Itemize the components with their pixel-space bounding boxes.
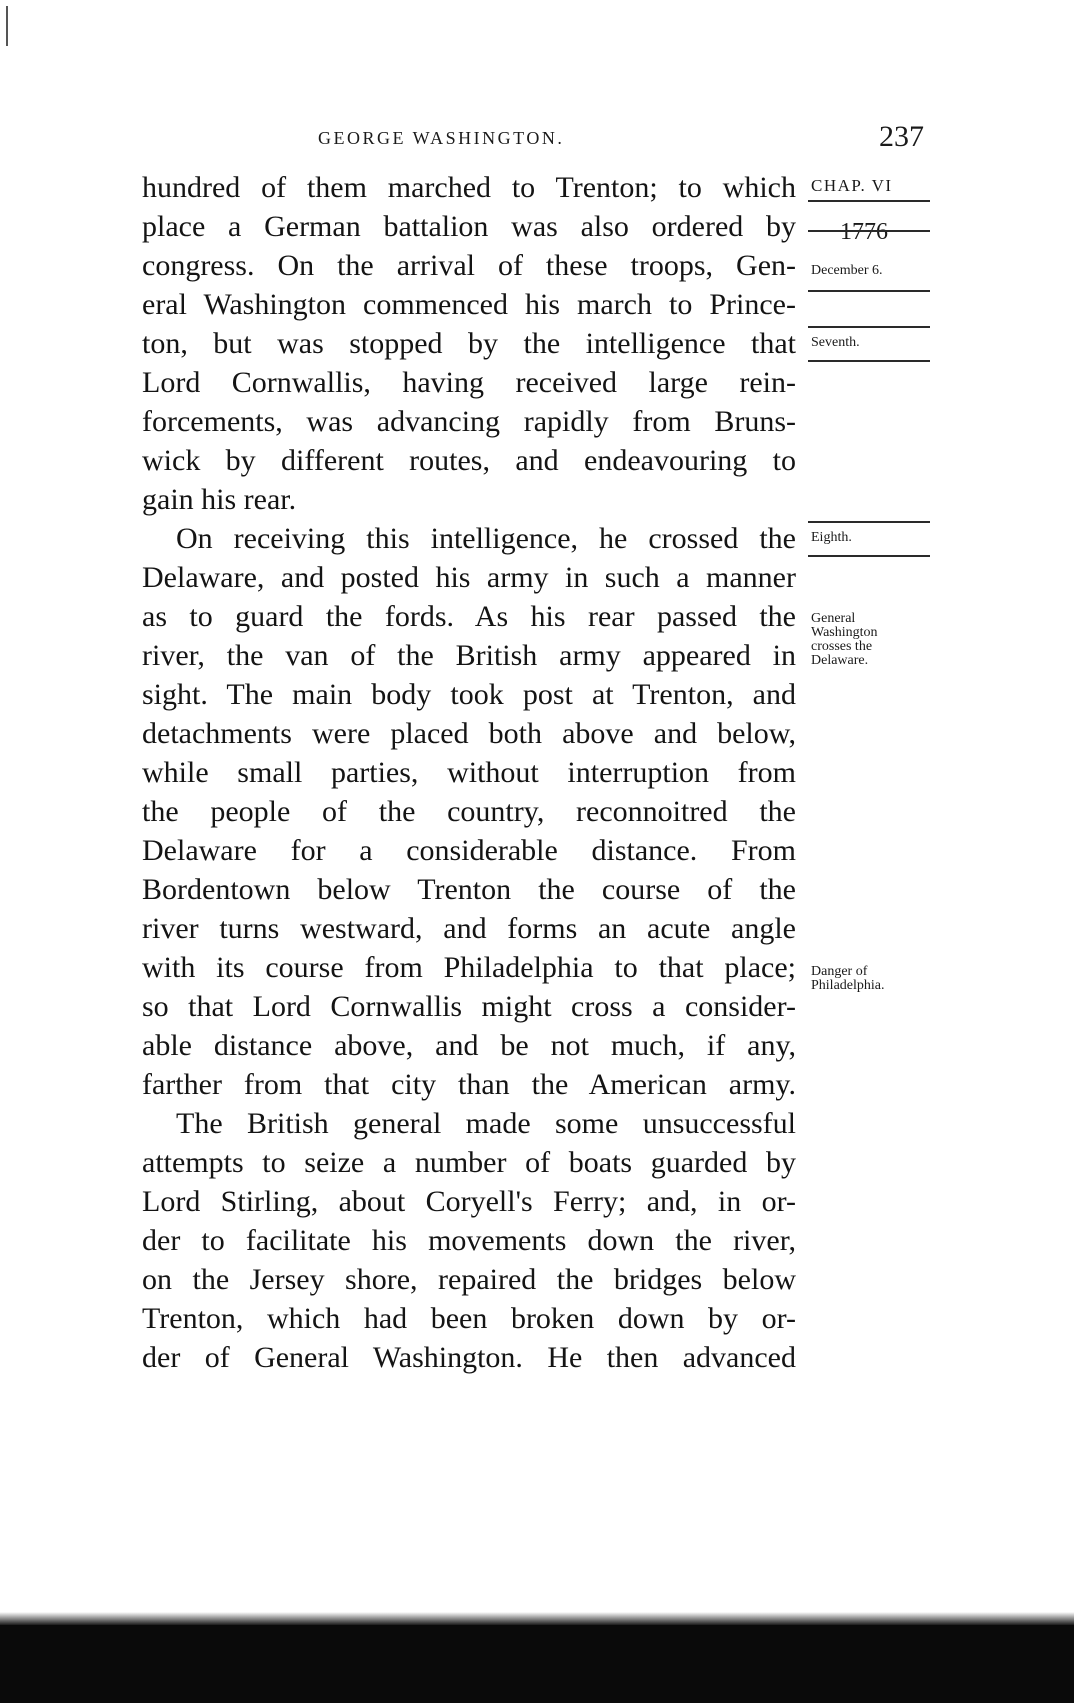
body-line: detachments were placed both above and below, [142,717,796,750]
margin-note-washington-crosses [811,612,878,668]
body-line: der of General Washington. He then advanced [142,1341,796,1374]
body-line: congress. On the arrival of these troops, Gen- [142,249,796,282]
margin-note-seventh [811,336,860,350]
body-line: gain his rear. [142,483,297,516]
body-line: place a German battalion was also ordered by [142,210,796,243]
body-line: river, the van of the British army appeared in [142,639,796,672]
body-line: attempts to seize a number of boats guarded by [142,1146,796,1179]
body-line: forcements, was advancing rapidly from Bruns- [142,405,796,438]
body-line: ton, but was stopped by the intelligence that [142,327,796,360]
margin-rule [808,230,930,232]
body-line: On receiving this intelligence, he crossed the [176,522,796,555]
body-line: eral Washington commenced his march to Prince- [142,288,796,321]
margin-rule [808,521,930,523]
margin-note-eighth [811,531,852,545]
margin-note-danger-of-philadelphia [811,965,885,993]
margin-note-december-6 [811,264,883,278]
margin-note-line: Danger of [811,964,868,979]
year-label: 1776 [840,219,888,245]
margin-note-line: crosses the [811,639,873,654]
body-line: sight. The main body took post at Trenton, and [142,678,796,711]
body-line: Delaware for a considerable distance. From [142,834,796,867]
margin-rule [808,360,930,362]
body-line: the people of the country, reconnoitred the [142,795,796,828]
margin-note-line: Delaware. [811,653,869,668]
page-number: 237 [879,120,924,153]
margin-note-line: December 6. [811,263,883,278]
chapter-label: CHAP. VI [811,176,893,195]
body-line: Bordentown below Trenton the course of the [142,873,796,906]
body-line: der to facilitate his movements down the river, [142,1224,796,1257]
body-line: Trenton, which had been broken down by or- [142,1302,796,1335]
scan-bottom-band [0,1625,1074,1703]
scan-artifact [6,6,8,46]
body-line: hundred of them marched to Trenton; to which [142,171,796,204]
body-line: Lord Stirling, about Coryell's Ferry; and, in or- [142,1185,796,1218]
scan-shadow-edge [0,1612,1074,1626]
margin-rule [808,326,930,328]
margin-note-line: Seventh. [811,335,860,350]
body-line: Lord Cornwallis, having received large rein- [142,366,796,399]
body-line: with its course from Philadelphia to that place; [142,951,796,984]
margin-note-line: Washington [811,625,878,640]
body-line: Delaware, and posted his army in such a manner [142,561,796,594]
margin-note-line: Eighth. [811,530,852,545]
body-line: as to guard the fords. As his rear passed the [142,600,796,633]
margin-rule [808,290,930,292]
margin-rule [808,555,930,557]
body-line: while small parties, without interruption from [142,756,796,789]
margin-note-line: General [811,611,856,626]
body-line: so that Lord Cornwallis might cross a consider- [142,990,796,1023]
body-line: river turns westward, and forms an acute angle [142,912,796,945]
body-line: The British general made some unsuccessful [176,1107,796,1140]
body-line: able distance above, and be not much, if any, [142,1029,796,1062]
margin-rule [808,200,930,202]
body-line: wick by different routes, and endeavouring to [142,444,796,477]
margin-note-line: Philadelphia. [811,978,885,993]
running-title: GEORGE WASHINGTON. [318,128,565,148]
body-line: farther from that city than the American army. [142,1068,796,1101]
body-line: on the Jersey shore, repaired the bridges below [142,1263,796,1296]
